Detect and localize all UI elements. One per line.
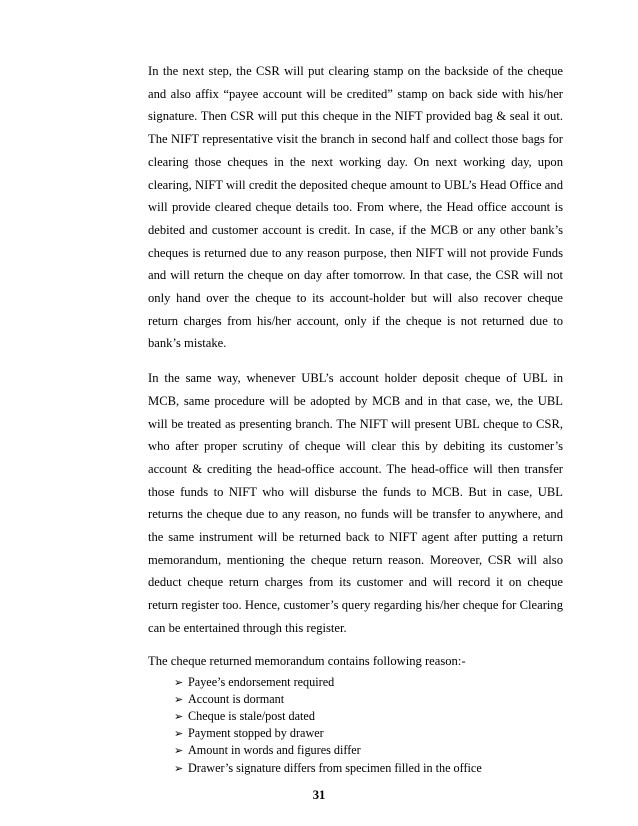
list-item [174, 691, 563, 708]
arrow-bullet-icon: ➢ [174, 693, 184, 706]
paragraph-clearing-procedure: In the next step, the CSR will put clearing stamp on the backside of the cheque and also affix “payee account will be credited” stamp on back side with his/her signature. Then CSR will put this cheque in the NIFT provided bag & seal it out. The NIFT representative visit the branch in second half and collect those bags for clearing those cheques in the next working day. On next working day, upon clearing, NIFT will credit the deposited cheque amount to UBL’s Head Office and will provide cleared cheque details too. From where, the Head office account is debited and customer account is credit. In case, if the MCB or any other bank’s cheques is returned due to any reason purpose, then NIFT will not provide Funds and will return the cheque on day after tomorrow. In that case, the CSR will not only hand over the cheque to its account-holder but will also recover cheque return charges from his/her account, only if the cheque is not returned due to bank’s mistake. [148, 64, 563, 351]
page-body [148, 60, 563, 777]
return-reasons-list [148, 674, 563, 777]
arrow-bullet-icon: ➢ [174, 762, 184, 775]
paragraph-memorandum-intro: The cheque returned memorandum contains following reason:- [148, 653, 466, 668]
list-item-text: Cheque is stale/post dated [188, 708, 315, 723]
list-item [174, 674, 563, 691]
list-item-text: Drawer’s signature differs from specimen filled in the office [188, 760, 482, 775]
list-item [174, 742, 563, 759]
list-item-text: Account is dormant [188, 691, 285, 706]
list-item-text: Amount in words and figures differ [188, 743, 361, 758]
list-item-text: Payee’s endorsement required [188, 674, 335, 689]
list-item [174, 760, 563, 777]
paragraph-reverse-procedure: In the same way, whenever UBL’s account holder deposit cheque of UBL in MCB, same procedure will be adopted by MCB and in that case, we, the UBL will be treated as presenting branch. The NIFT will present UBL cheque to CSR, who after proper scrutiny of cheque will clear this by debiting its customer’s account & crediting the head-office account. The head-office will then transfer those funds to NIFT who will disburse the funds to MCB. But in case, UBL returns the cheque due to any reason, no funds will be transfer to anywhere, and the same instrument will be returned back to NIFT agent after putting a return memorandum, mentioning the cheque return reason. Moreover, CSR will also deduct cheque return charges from its customer and will record it on cheque return register too. Hence, customer’s query regarding his/her cheque for Clearing can be entertained through this register. [148, 371, 563, 635]
list-item-text: Payment stopped by drawer [188, 726, 324, 741]
arrow-bullet-icon: ➢ [174, 710, 184, 723]
list-item [174, 725, 563, 742]
arrow-bullet-icon: ➢ [174, 745, 184, 758]
list-item [174, 708, 563, 725]
page-number: 31 [312, 788, 326, 802]
arrow-bullet-icon: ➢ [174, 676, 184, 689]
arrow-bullet-icon: ➢ [174, 728, 184, 741]
